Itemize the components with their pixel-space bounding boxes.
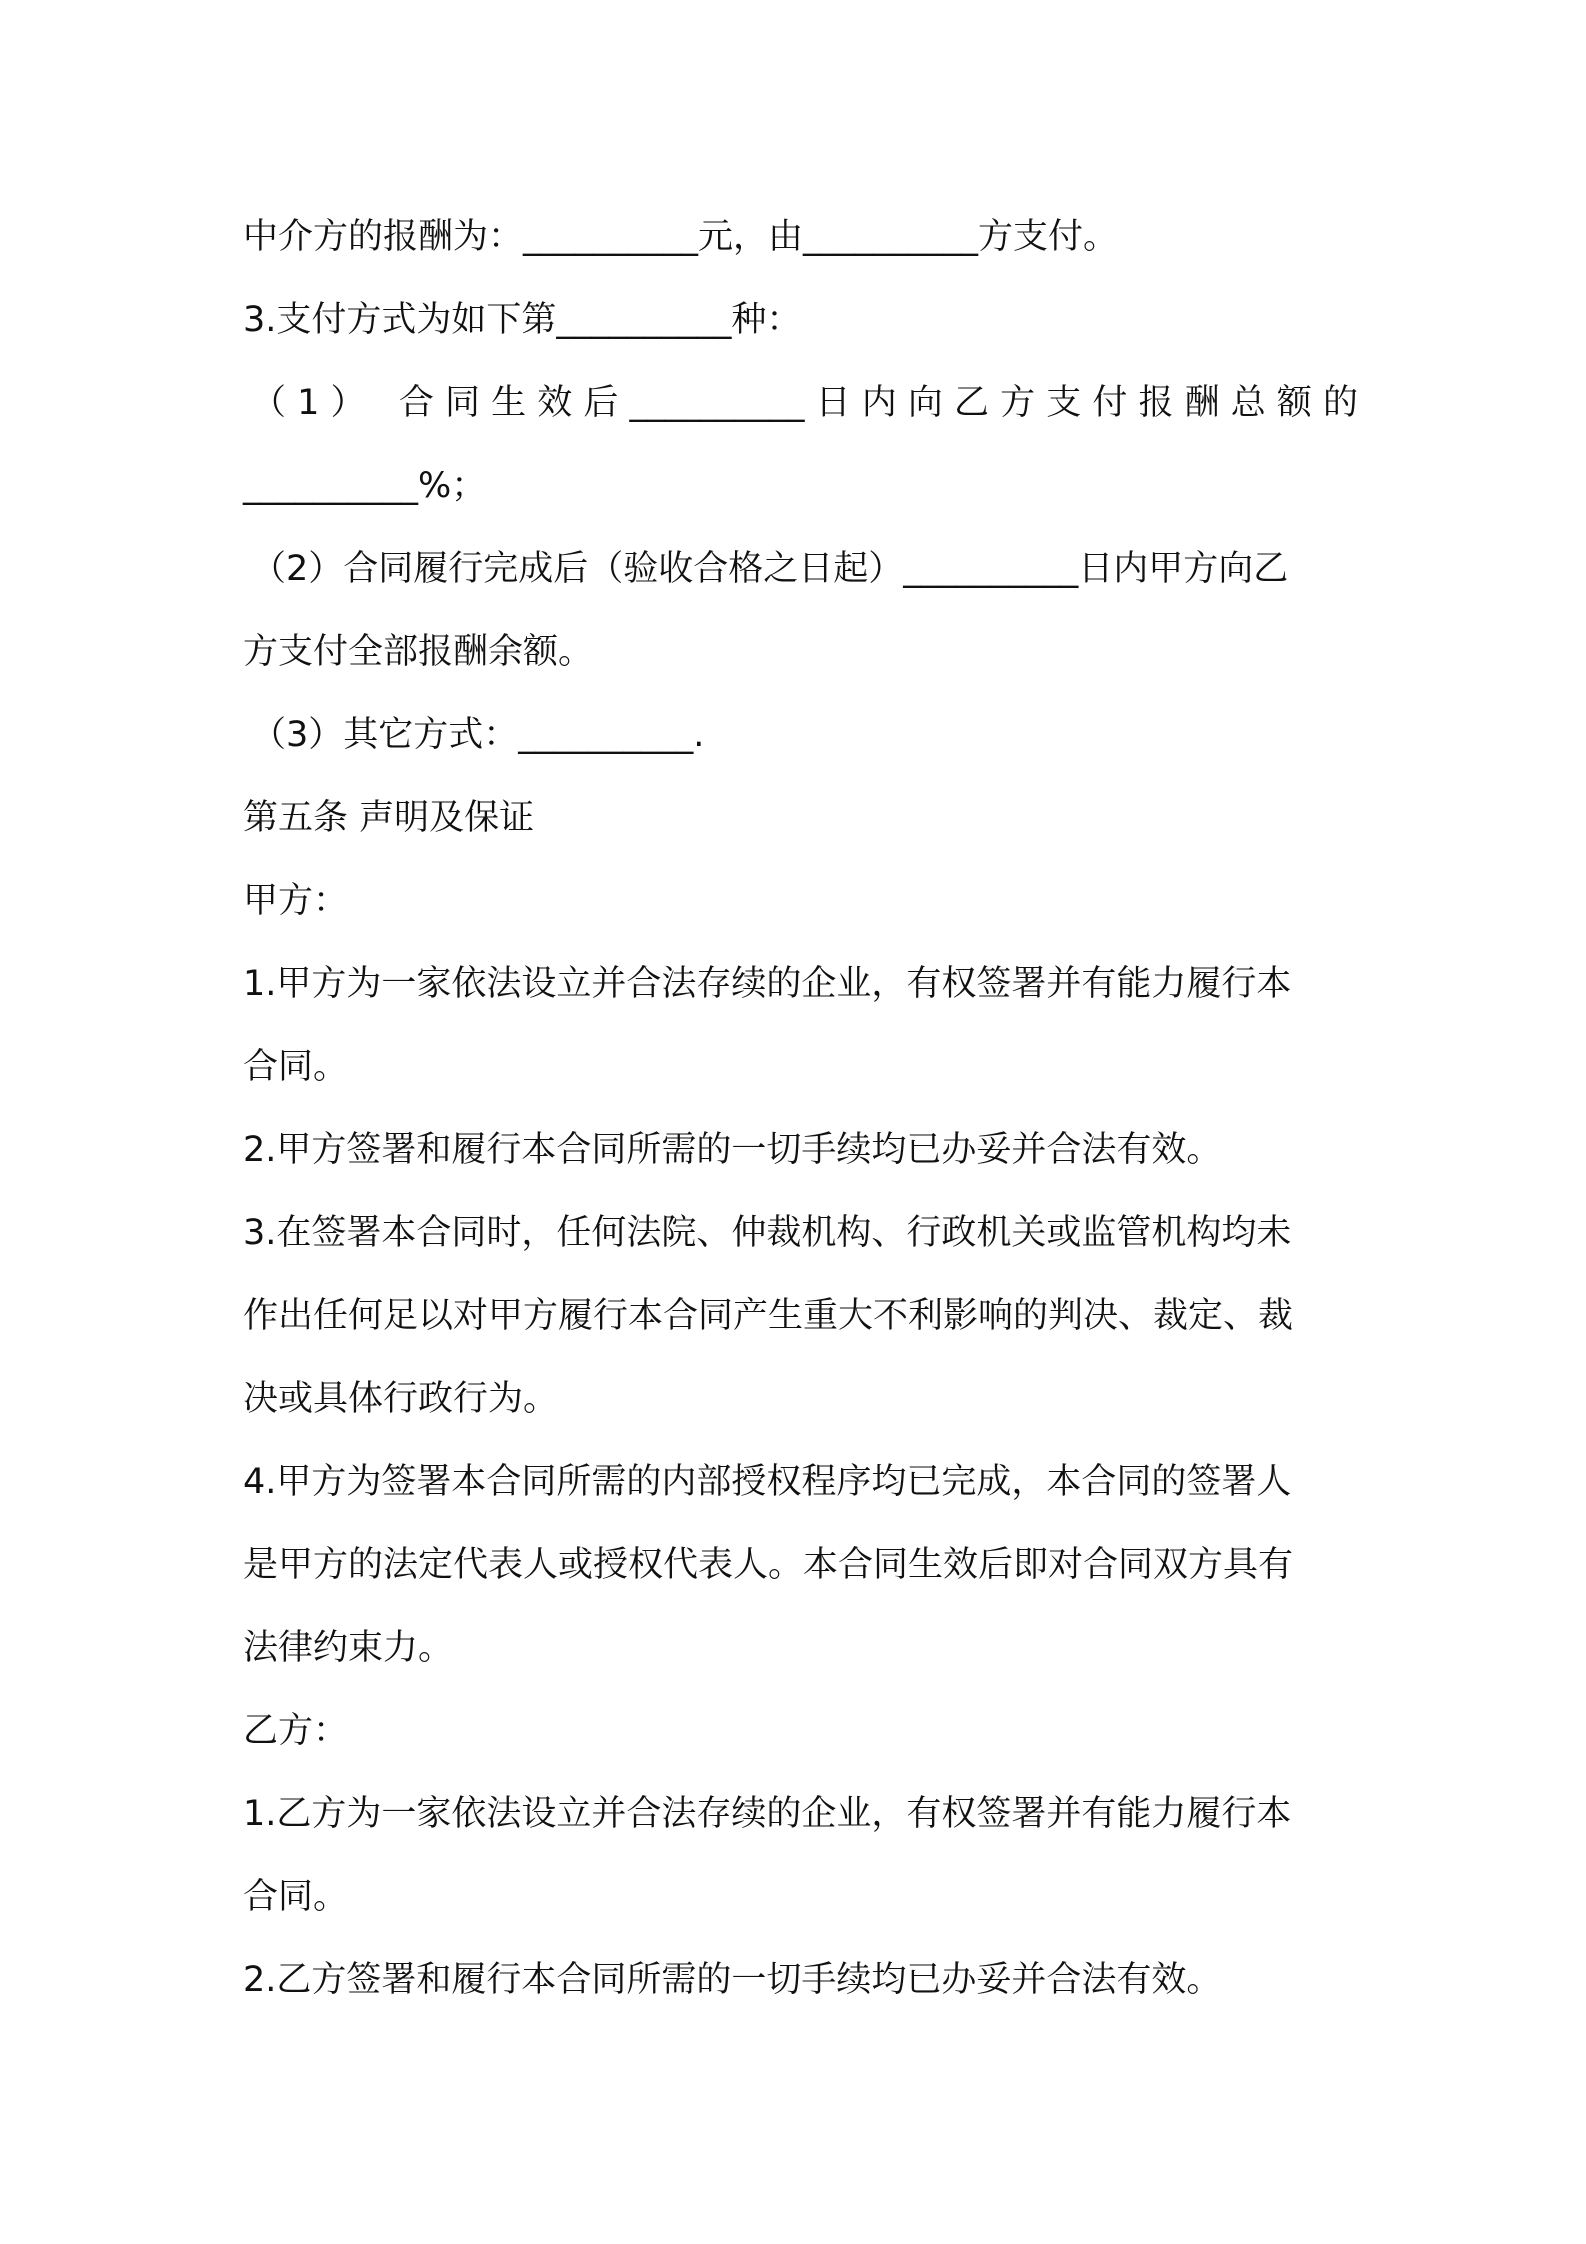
text-line: （2）合同履行完成后（验收合格之日起）__________日内甲方向乙 [251,549,1289,589]
party-label: 乙方： [243,1711,349,1751]
text-line: 是甲方的法定代表人或授权代表人。本合同生效后即对合同双方具有 [243,1545,1294,1585]
text-line: __________%； [243,466,487,506]
text-line: 法律约束力。 [243,1628,454,1668]
text-line: 2.乙方签署和履行本合同所需的一切手续均已办妥并合法有效。 [243,1960,1222,2000]
text-line: 1.甲方为一家依法设立并合法存续的企业，有权签署并有能力履行本 [243,964,1292,1004]
text-line: 作出任何足以对甲方履行本合同产生重大不利影响的判决、裁定、裁 [243,1296,1294,1336]
section-heading: 第五条 声明及保证 [243,798,535,838]
party-label: 甲方： [243,881,349,921]
text-line: 方支付全部报酬余额。 [243,632,594,672]
text-line: 4.甲方为签署本合同所需的内部授权程序均已完成，本合同的签署人 [243,1462,1292,1502]
text-line: 3.在签署本合同时，任何法院、仲裁机构、行政机关或监管机构均未 [243,1213,1292,1253]
text-line: 中介方的报酬为：__________元，由__________方支付。 [243,217,1119,257]
text-line: （3）其它方式：__________. [251,715,705,755]
text-line: （1） 合同生效后__________日内向乙方支付报酬总额的 [251,383,1358,423]
text-line: 2.甲方签署和履行本合同所需的一切手续均已办妥并合法有效。 [243,1130,1222,1170]
text-line: 1.乙方为一家依法设立并合法存续的企业，有权签署并有能力履行本 [243,1794,1292,1834]
text-line: 合同。 [243,1047,349,1087]
text-line: 3.支付方式为如下第__________种： [243,300,802,340]
text-line: 合同。 [243,1877,349,1917]
document-body [243,196,1358,2022]
text-line: 决或具体行政行为。 [243,1379,559,1419]
